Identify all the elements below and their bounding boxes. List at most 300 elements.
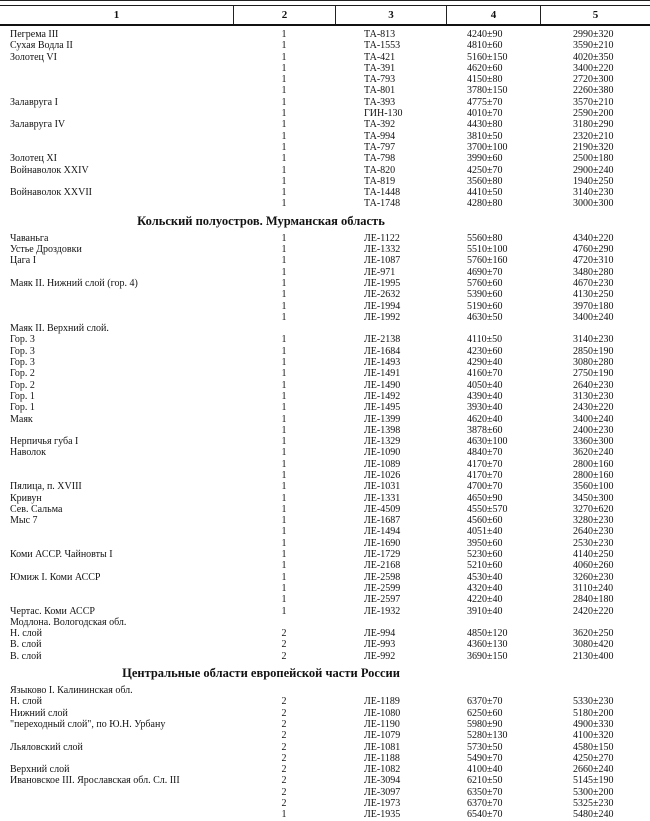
site-name-cell: Войнаволок XXVII <box>10 187 93 199</box>
lab-code-cell: ЛЕ-1491 <box>364 368 401 380</box>
lab-code-cell: ЛЕ-1081 <box>364 741 401 753</box>
source-index-cell: 1 <box>281 175 287 187</box>
radiocarbon-date-cell: 5390±60 <box>467 289 503 301</box>
radiocarbon-date-cell: 3930±40 <box>467 402 503 414</box>
site-name-cell <box>0 312 233 323</box>
table-row <box>0 436 650 447</box>
site-name-cell: Нижний слой <box>10 707 68 719</box>
lab-code-cell: ЛЕ-1995 <box>364 277 401 289</box>
lab-code-cell: ЛЕ-1495 <box>364 402 401 414</box>
calibrated-date-cell: 2320±210 <box>573 130 614 142</box>
calibrated-date-cell: 1940±250 <box>573 175 614 187</box>
site-name-cell <box>0 131 233 142</box>
site-name-cell: Гор. 1 <box>10 390 35 402</box>
source-index-cell: 1 <box>281 51 287 63</box>
table-row <box>0 651 650 662</box>
calibrated-date-cell: 3110±240 <box>573 582 614 594</box>
source-index-cell: 1 <box>281 594 287 606</box>
source-index-cell: 2 <box>281 718 287 730</box>
source-index-cell: 1 <box>281 153 287 165</box>
lab-code-cell: ЛЕ-1089 <box>364 458 401 470</box>
site-name-cell: Нерпичья губа I <box>10 436 79 448</box>
site-name-cell: Залавруга IV <box>10 119 66 131</box>
lab-code-cell: ЛЕ-1189 <box>364 696 400 708</box>
radiocarbon-date-cell: 4410±50 <box>467 187 503 199</box>
calibrated-date-cell: 2420±220 <box>573 605 614 617</box>
calibrated-date-cell: 3000±300 <box>573 198 614 210</box>
calibrated-date-cell: 3560±100 <box>573 481 614 493</box>
source-index-cell: 1 <box>281 74 287 86</box>
calibrated-date-cell: 3620±250 <box>573 628 614 640</box>
radiocarbon-date-cell: 4360±130 <box>467 639 508 651</box>
lab-code-cell <box>335 617 446 628</box>
lab-code-cell: ЛЕ-992 <box>364 650 396 662</box>
calibrated-date-cell: 3180±290 <box>573 119 614 131</box>
calibrated-date-cell: 4720±310 <box>573 255 614 267</box>
radiocarbon-date-cell: 5560±80 <box>467 232 503 244</box>
lab-code-cell: ЛЕ-1687 <box>364 515 401 527</box>
calibrated-date-cell: 2640±230 <box>573 379 614 391</box>
table-row <box>0 493 650 504</box>
lab-code-cell: ЛЕ-993 <box>364 639 396 651</box>
calibrated-date-cell: 2260±380 <box>573 85 614 97</box>
table-row <box>0 402 650 413</box>
radiocarbon-date-cell: 5230±60 <box>467 549 503 561</box>
lab-code-cell: ТА-801 <box>364 85 396 97</box>
site-name-cell <box>0 142 233 153</box>
lab-code-cell: ЛЕ-3094 <box>364 775 401 787</box>
site-name-cell: Гор. 2 <box>10 379 35 391</box>
source-index-cell: 1 <box>281 515 287 527</box>
source-index-cell: 1 <box>281 244 287 256</box>
source-index-cell: 1 <box>281 334 287 346</box>
calibrated-date-cell: 3400±220 <box>573 62 614 74</box>
site-name-cell: Коми АССР. Чайновты I <box>10 549 113 561</box>
radiocarbon-date-cell: 4690±70 <box>467 266 503 278</box>
lab-code-cell: ТА-393 <box>364 96 396 108</box>
source-index-cell: 1 <box>281 537 287 549</box>
table-row <box>0 481 650 492</box>
column-header-5: 5 <box>540 6 650 24</box>
radiocarbon-date-cell: 4290±40 <box>467 357 503 369</box>
site-name-cell: Юмиж I. Коми АССР <box>10 571 101 583</box>
lab-code-cell <box>335 685 446 696</box>
site-name-cell: Сухая Водла II <box>10 40 73 52</box>
radiocarbon-date-cell: 4110±50 <box>467 334 503 346</box>
site-name-cell: Гор. 2 <box>10 368 35 380</box>
calibrated-date-cell: 2800±160 <box>573 458 614 470</box>
table-row <box>0 187 650 198</box>
calibrated-date-cell: 2750±190 <box>573 368 614 380</box>
radiocarbon-date-cell: 4051±40 <box>467 526 503 538</box>
site-name-cell <box>0 753 233 764</box>
lab-code-cell: ЛЕ-1992 <box>364 311 401 323</box>
radiocarbon-date-cell: 4320±40 <box>467 582 503 594</box>
table-row <box>0 447 650 458</box>
radiocarbon-date-cell: 4170±70 <box>467 469 503 481</box>
calibrated-date-cell: 2840±180 <box>573 594 614 606</box>
lab-code-cell: ТА-819 <box>364 175 396 187</box>
calibrated-date-cell <box>540 323 650 334</box>
table-row <box>0 255 650 266</box>
calibrated-date-cell: 3620±240 <box>573 447 614 459</box>
source-index-cell: 1 <box>281 187 287 199</box>
calibrated-date-cell: 3480±280 <box>573 266 614 278</box>
column-header-1: 1 <box>113 9 120 21</box>
source-index-cell: 1 <box>281 379 287 391</box>
radiocarbon-date-cell: 5980±90 <box>467 718 503 730</box>
lab-code-cell: ЛЕ-1935 <box>364 809 401 821</box>
source-index-cell: 2 <box>281 707 287 719</box>
source-index-cell: 1 <box>281 255 287 267</box>
site-name-cell: В. слой <box>10 650 42 662</box>
radiocarbon-date-cell: 6370±70 <box>467 798 503 809</box>
radiocarbon-date-cell: 5490±70 <box>467 752 503 764</box>
radiocarbon-date-cell: 4840±70 <box>467 447 503 459</box>
site-name-cell: Верхний слой <box>10 764 70 776</box>
lab-code-cell: ЛЕ-2597 <box>364 594 401 606</box>
lab-code-cell: ЛЕ-3097 <box>364 786 401 798</box>
radiocarbon-date-cell: 4240±90 <box>467 29 503 40</box>
calibrated-date-cell: 3590±210 <box>573 40 614 52</box>
source-index-cell: 1 <box>281 549 287 561</box>
lab-code-cell: ГИН-130 <box>364 108 403 120</box>
table-row <box>0 380 650 391</box>
radiocarbon-date-cell: 3700±100 <box>467 141 508 153</box>
table-row <box>0 606 650 617</box>
source-index-cell: 1 <box>281 141 287 153</box>
calibrated-date-cell: 2850±190 <box>573 345 614 357</box>
source-index-cell: 1 <box>281 447 287 459</box>
table-row <box>0 63 650 74</box>
lab-code-cell: ЛЕ-1082 <box>364 764 401 776</box>
radiocarbon-date-cell: 4530±40 <box>467 571 503 583</box>
site-name-cell <box>0 583 233 594</box>
calibrated-date-cell: 2900±240 <box>573 164 614 176</box>
site-name-cell <box>0 538 233 549</box>
radiocarbon-date-cell: 5160±150 <box>467 51 508 63</box>
lab-code-cell: ЛЕ-1684 <box>364 345 401 357</box>
source-index-cell <box>233 685 335 696</box>
lab-code-cell: ТА-421 <box>364 51 396 63</box>
calibrated-date-cell: 2720±300 <box>573 74 614 86</box>
site-name-cell <box>0 730 233 741</box>
radiocarbon-date-cell: 4050±40 <box>467 379 503 391</box>
table-row <box>0 504 650 515</box>
source-index-cell: 1 <box>281 300 287 312</box>
calibrated-date-cell: 2660±240 <box>573 764 614 776</box>
calibrated-date-cell: 4060±260 <box>573 560 614 572</box>
site-name-cell: Н. слой <box>10 628 43 640</box>
lab-code-cell: ЛЕ-4509 <box>364 503 401 515</box>
lab-code-cell: ЛЕ-1494 <box>364 526 401 538</box>
calibrated-date-cell: 2500±180 <box>573 153 614 165</box>
source-index-cell <box>233 323 335 334</box>
source-index-cell: 1 <box>281 119 287 131</box>
lab-code-cell: ТА-820 <box>364 164 396 176</box>
column-header-4: 4 <box>446 6 540 24</box>
table-row <box>0 617 650 628</box>
radiocarbon-date-cell <box>446 617 540 628</box>
table-row <box>0 696 650 707</box>
lab-code-cell: ЛЕ-1493 <box>364 357 401 369</box>
radiocarbon-date-cell: 4560±60 <box>467 515 503 527</box>
table-row <box>0 334 650 345</box>
table-row <box>0 560 650 571</box>
source-index-cell: 1 <box>281 481 287 493</box>
lab-code-cell: ЛЕ-1079 <box>364 730 401 742</box>
calibrated-date-cell: 2590±200 <box>573 108 614 120</box>
calibrated-date-cell: 4100±320 <box>573 730 614 742</box>
radiocarbon-date-cell: 3990±60 <box>467 153 503 165</box>
source-index-cell: 1 <box>281 809 287 821</box>
site-name-cell: Золотец XI <box>10 153 57 165</box>
source-index-cell: 1 <box>281 198 287 210</box>
site-name-cell: Льяловский слой <box>10 741 83 753</box>
site-name-cell <box>0 459 233 470</box>
calibrated-date-cell: 3280±230 <box>573 515 614 527</box>
source-index-cell <box>233 617 335 628</box>
lab-code-cell: ЛЕ-1329 <box>364 436 401 448</box>
calibrated-date-cell: 5325±230 <box>573 798 614 809</box>
source-index-cell: 1 <box>281 289 287 301</box>
source-index-cell: 2 <box>281 696 287 708</box>
calibrated-date-cell: 3080±280 <box>573 357 614 369</box>
source-index-cell: 1 <box>281 469 287 481</box>
table-row <box>0 153 650 164</box>
calibrated-date-cell: 4580±150 <box>573 741 614 753</box>
table-body <box>0 26 650 821</box>
radiocarbon-date-cell: 4160±70 <box>467 368 503 380</box>
calibrated-date-cell <box>540 617 650 628</box>
lab-code-cell: ТА-797 <box>364 141 396 153</box>
lab-code-cell: ЛЕ-1398 <box>364 424 401 436</box>
site-name-cell: Модлона. Вологодская обл. <box>10 616 127 628</box>
table-row <box>0 391 650 402</box>
table-row <box>0 787 650 798</box>
source-index-cell: 1 <box>281 368 287 380</box>
calibrated-date-cell: 3400±240 <box>573 413 614 425</box>
site-name-cell: Гор. 1 <box>10 402 35 414</box>
calibrated-date-cell: 4760±290 <box>573 244 614 256</box>
source-index-cell: 2 <box>281 775 287 787</box>
table-row <box>0 244 650 255</box>
source-index-cell: 1 <box>281 62 287 74</box>
table-row <box>0 572 650 583</box>
radiocarbon-date-cell: 4230±60 <box>467 345 503 357</box>
lab-code-cell: ЛЕ-1080 <box>364 707 401 719</box>
calibrated-date-cell: 4670±230 <box>573 277 614 289</box>
table-row <box>0 108 650 119</box>
source-index-cell: 1 <box>281 40 287 52</box>
lab-code-cell: ЛЕ-1090 <box>364 447 401 459</box>
calibrated-date-cell: 4340±220 <box>573 232 614 244</box>
site-name-cell: Гор. 3 <box>10 334 35 346</box>
table-row <box>0 119 650 130</box>
calibrated-date-cell: 5145±190 <box>573 775 614 787</box>
calibrated-date-cell: 3140±230 <box>573 187 614 199</box>
table-row <box>0 29 650 40</box>
site-name-cell <box>0 425 233 436</box>
table-row <box>0 278 650 289</box>
lab-code-cell: ЛЕ-1994 <box>364 300 401 312</box>
site-name-cell: Золотец VI <box>10 51 57 63</box>
site-name-cell: Маяк <box>10 413 33 425</box>
source-index-cell: 1 <box>281 29 287 40</box>
lab-code-cell: ЛЕ-1932 <box>364 605 401 617</box>
calibrated-date-cell: 3140±230 <box>573 334 614 346</box>
radiocarbon-date-cell: 3810±50 <box>467 130 503 142</box>
site-name-cell: Цага I <box>10 255 37 267</box>
calibrated-date-cell: 3360±300 <box>573 436 614 448</box>
table-row <box>0 719 650 730</box>
calibrated-date-cell: 3970±180 <box>573 300 614 312</box>
table-row <box>0 97 650 108</box>
lab-code-cell: ЛЕ-1729 <box>364 549 401 561</box>
lab-code-cell: ТА-392 <box>364 119 396 131</box>
radiocarbon-date-cell: 5510±100 <box>467 244 508 256</box>
site-name-cell <box>0 798 233 809</box>
radiocarbon-date-cell: 4100±40 <box>467 764 503 776</box>
table-row <box>0 809 650 820</box>
calibrated-date-cell: 4140±250 <box>573 549 614 561</box>
source-index-cell: 1 <box>281 345 287 357</box>
source-index-cell: 1 <box>281 503 287 515</box>
table-row <box>0 289 650 300</box>
calibrated-date-cell: 3400±240 <box>573 311 614 323</box>
source-index-cell: 2 <box>281 798 287 809</box>
table-row <box>0 549 650 560</box>
column-header-3: 3 <box>335 6 446 24</box>
radiocarbon-date-cell: 6370±70 <box>467 696 503 708</box>
radiocarbon-date-cell: 4010±70 <box>467 108 503 120</box>
calibrated-date-cell: 5480±240 <box>573 809 614 821</box>
lab-code-cell: ТА-1748 <box>364 198 401 210</box>
calibrated-date-cell: 2190±320 <box>573 141 614 153</box>
lab-code-cell: ТА-813 <box>364 29 396 40</box>
site-name-cell: Залавруга I <box>10 96 58 108</box>
calibrated-date-cell: 2640±230 <box>573 526 614 538</box>
radiocarbon-date-cell: 3878±60 <box>467 424 503 436</box>
lab-code-cell: ЛЕ-2599 <box>364 582 401 594</box>
table-row <box>0 85 650 96</box>
table-row <box>0 470 650 481</box>
radiocarbon-date-cell: 4630±50 <box>467 311 503 323</box>
source-index-cell: 1 <box>281 277 287 289</box>
lab-code-cell: ЛЕ-971 <box>364 266 396 278</box>
source-index-cell: 1 <box>281 108 287 120</box>
calibrated-date-cell: 3570±210 <box>573 96 614 108</box>
calibrated-date-cell: 2400±230 <box>573 424 614 436</box>
lab-code-cell: ТА-798 <box>364 153 396 165</box>
site-name-cell <box>0 526 233 537</box>
radiocarbon-date-cell: 5760±60 <box>467 277 503 289</box>
source-index-cell: 1 <box>281 96 287 108</box>
lab-code-cell: ЛЕ-2168 <box>364 560 401 572</box>
calibrated-date-cell: 3450±300 <box>573 492 614 504</box>
calibrated-date-cell: 2800±160 <box>573 469 614 481</box>
site-name-cell: Кривун <box>10 492 42 504</box>
table-row <box>0 628 650 639</box>
lab-code-cell: ЛЕ-994 <box>364 628 396 640</box>
radiocarbon-date-cell: 5190±60 <box>467 300 503 312</box>
calibrated-date-cell: 3270±620 <box>573 503 614 515</box>
site-name-cell <box>0 198 233 209</box>
source-index-cell: 1 <box>281 560 287 572</box>
radiocarbon-date-cell: 4620±40 <box>467 413 503 425</box>
table-row <box>0 131 650 142</box>
source-index-cell: 2 <box>281 786 287 798</box>
calibrated-date-cell: 2430±220 <box>573 402 614 414</box>
site-name-cell: В. слой <box>10 639 42 651</box>
source-index-cell: 2 <box>281 628 287 640</box>
site-name-cell <box>0 594 233 605</box>
lab-code-cell: ЛЕ-1087 <box>364 255 401 267</box>
lab-code-cell: ЛЕ-1973 <box>364 798 401 809</box>
calibrated-date-cell <box>540 685 650 696</box>
radiocarbon-date-cell: 6250±60 <box>467 707 503 719</box>
calibrated-date-cell: 4020±350 <box>573 51 614 63</box>
table-row <box>0 176 650 187</box>
lab-code-cell: ТА-793 <box>364 74 396 86</box>
radiocarbon-date-cell: 5280±130 <box>467 730 508 742</box>
radiocarbon-date-cell: 3950±60 <box>467 537 503 549</box>
table-row <box>0 52 650 63</box>
table-row <box>0 753 650 764</box>
site-name-cell: Н. слой <box>10 696 43 708</box>
lab-code-cell: ТА-1553 <box>364 40 401 52</box>
table-row <box>0 414 650 425</box>
site-name-cell: Гор. 3 <box>10 345 35 357</box>
calibrated-date-cell: 5180±200 <box>573 707 614 719</box>
source-index-cell: 1 <box>281 232 287 244</box>
table-row <box>0 74 650 85</box>
lab-code-cell: ЛЕ-1122 <box>364 232 400 244</box>
source-index-cell: 1 <box>281 458 287 470</box>
lab-code-cell: ЛЕ-1331 <box>364 492 401 504</box>
radiocarbon-date-cell: 4850±120 <box>467 628 508 640</box>
site-name-cell: Языково I. Калининская обл. <box>10 685 133 697</box>
source-index-cell: 1 <box>281 492 287 504</box>
radiocarbon-date-cell: 4775±70 <box>467 96 503 108</box>
calibrated-date-cell: 4250±270 <box>573 752 614 764</box>
source-index-cell: 1 <box>281 130 287 142</box>
lab-code-cell: ЛЕ-1190 <box>364 718 400 730</box>
radiocarbon-date-cell: 3780±150 <box>467 85 508 97</box>
source-index-cell: 1 <box>281 526 287 538</box>
table-row <box>0 267 650 278</box>
lab-code-cell: ЛЕ-1031 <box>364 481 401 493</box>
lab-code-cell: ТА-994 <box>364 130 396 142</box>
calibrated-date-cell: 4130±250 <box>573 289 614 301</box>
radiocarbon-date-cell: 4430±80 <box>467 119 503 131</box>
site-name-cell <box>0 787 233 798</box>
table-row <box>0 142 650 153</box>
table-row <box>0 40 650 51</box>
site-name-cell: Сев. Сальма <box>10 503 63 515</box>
table-row <box>0 639 650 650</box>
table-row <box>0 742 650 753</box>
site-name-cell <box>0 74 233 85</box>
source-index-cell: 1 <box>281 402 287 414</box>
lab-code-cell: ЛЕ-1332 <box>364 244 401 256</box>
lab-code-cell: ЛЕ-2632 <box>364 289 401 301</box>
lab-code-cell: ТА-1448 <box>364 187 401 199</box>
table-row <box>0 685 650 696</box>
section-heading: Центральные области европейской части России <box>122 666 400 681</box>
calibrated-date-cell: 2530±230 <box>573 537 614 549</box>
site-name-cell: Чаваньга <box>10 232 49 244</box>
